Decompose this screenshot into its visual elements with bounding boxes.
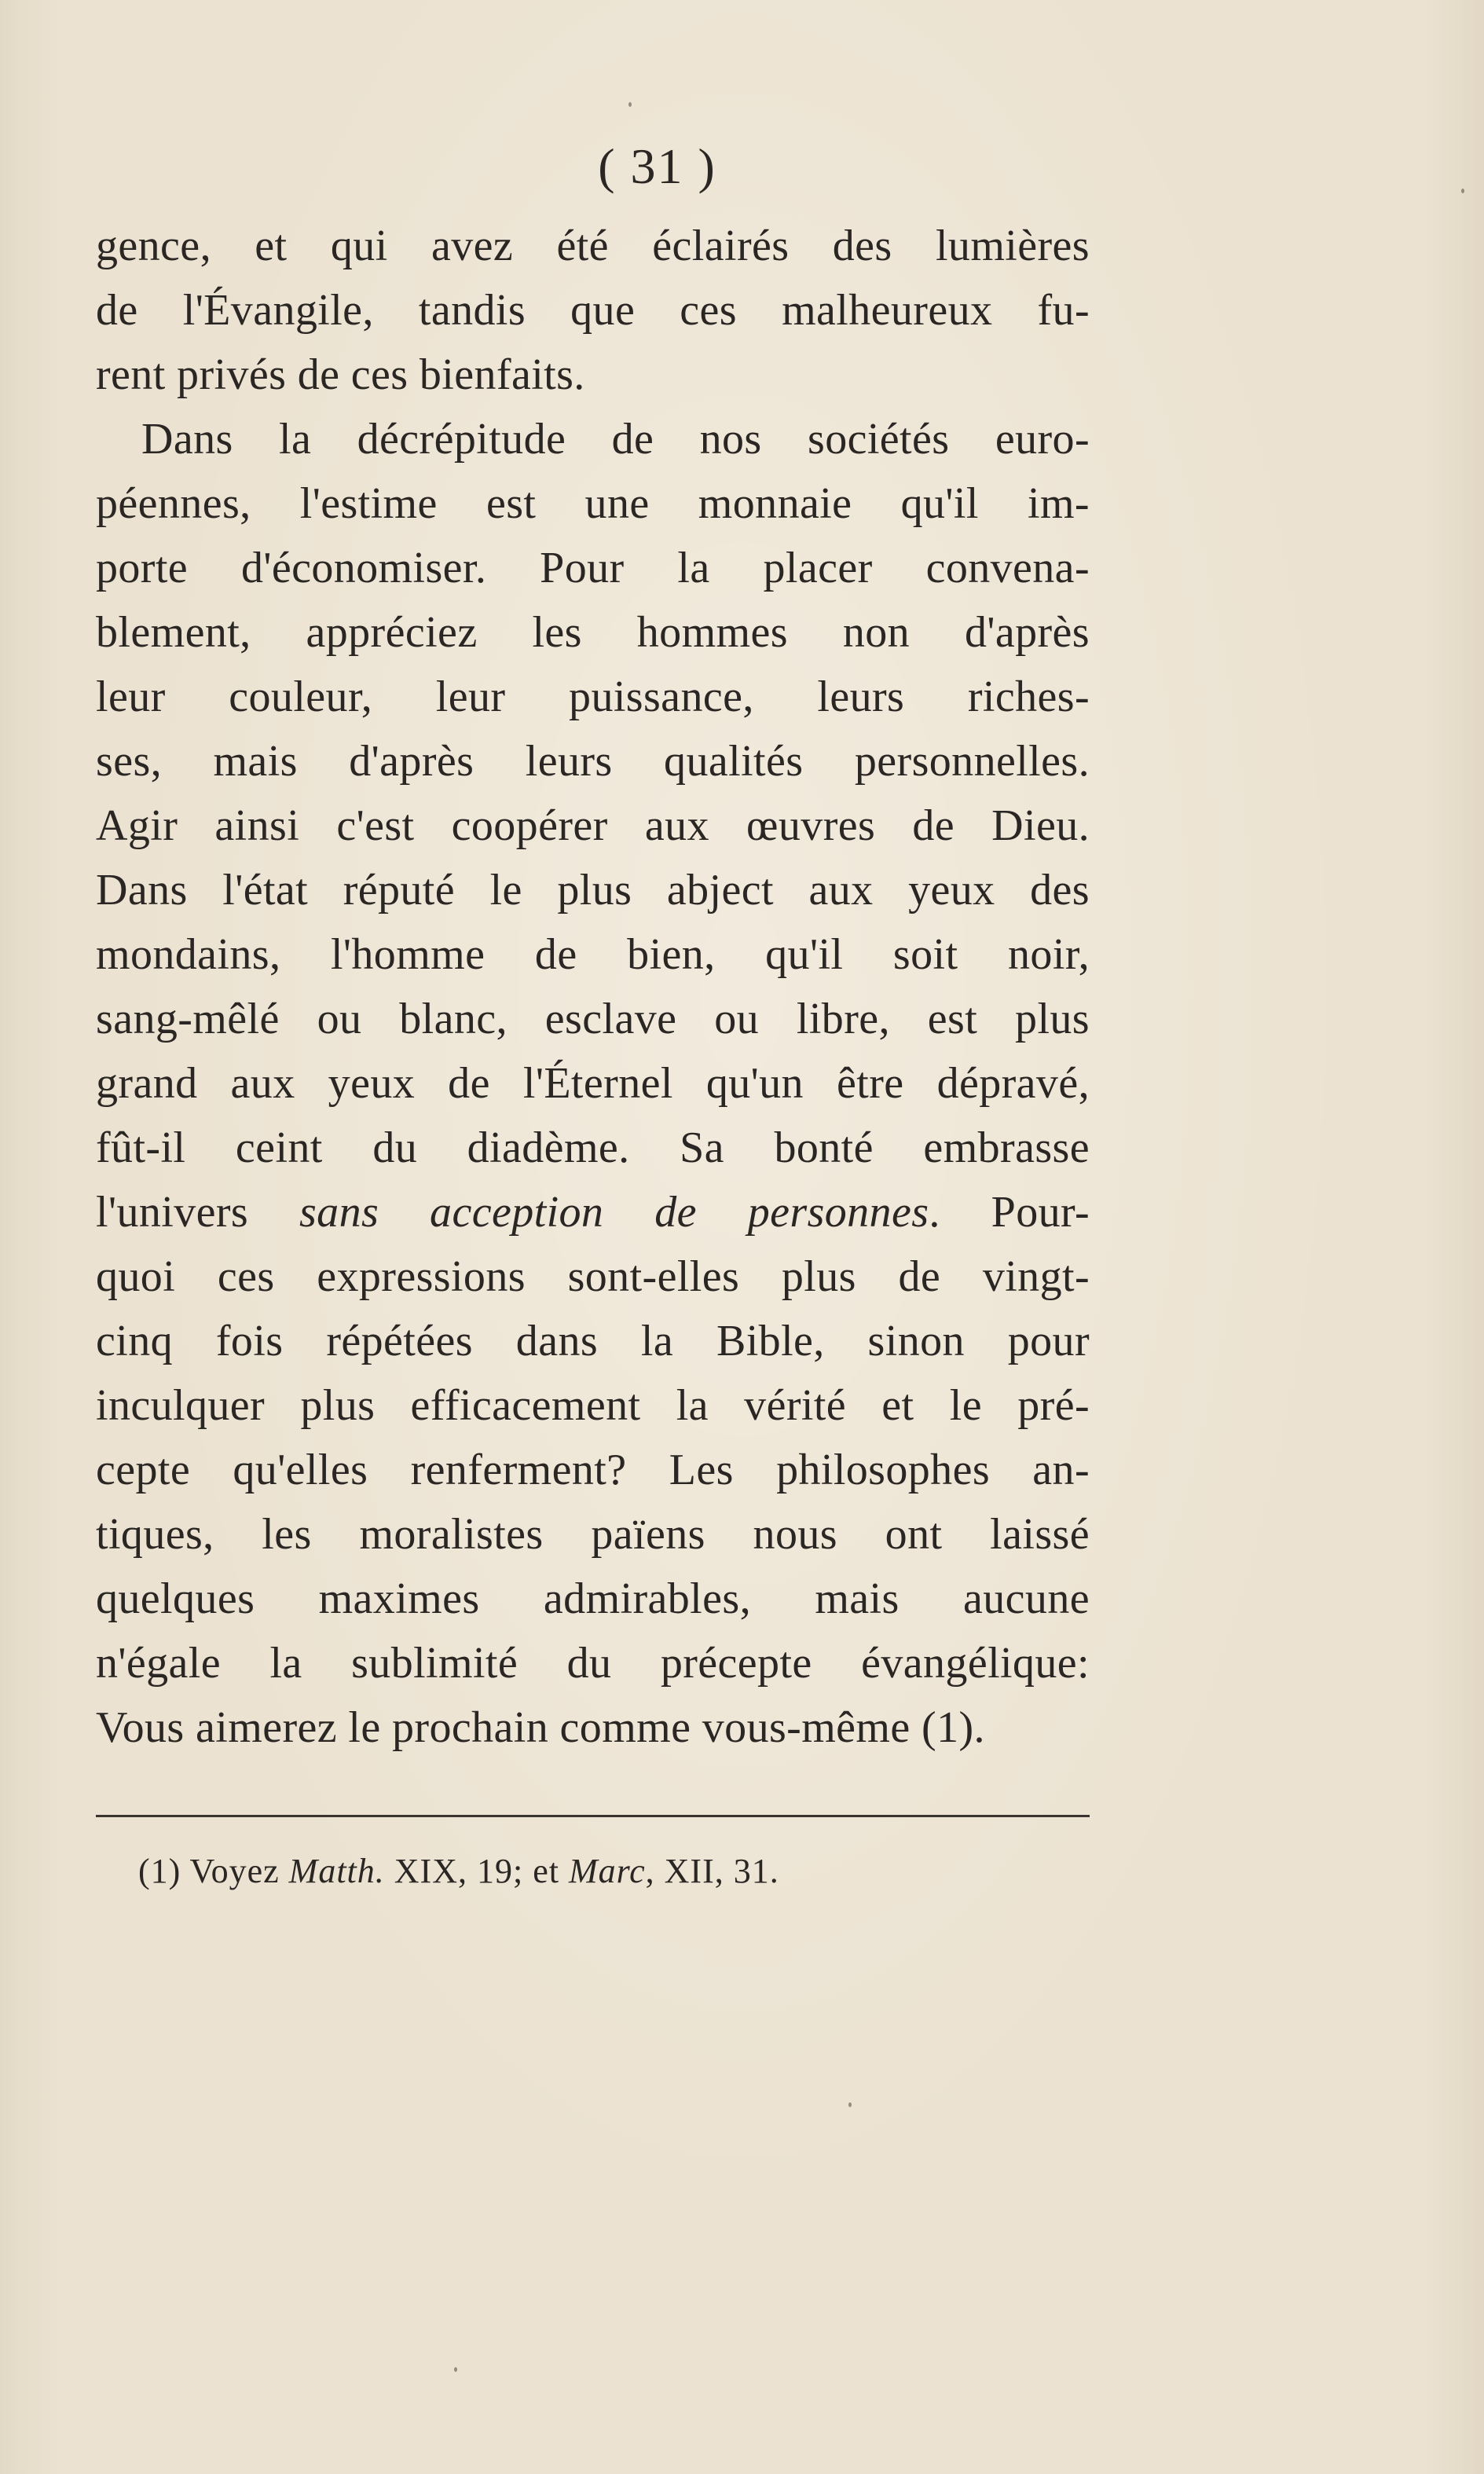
text-line: cepte qu'elles renferment? Les philosophes an- — [96, 1446, 1090, 1494]
text-line: porte d'économiser. Pour la placer convena- — [96, 544, 1090, 592]
text-line-mixed — [96, 1180, 1090, 1244]
italic-phrase: sans acception de personnes — [299, 1188, 929, 1237]
paper-speck — [848, 2102, 852, 2107]
footnote — [138, 1848, 779, 1895]
text-line: tiques, les moralistes païens nous ont laissé — [96, 1510, 1090, 1559]
text-line: sang-mêlé ou blanc, esclave ou libre, est plus — [96, 995, 1090, 1043]
footnote-suffix: , XII, 31. — [645, 1852, 779, 1890]
text-line: Agir ainsi c'est coopérer aux œuvres de Dieu. — [96, 801, 1090, 850]
footnote-prefix: (1) Voyez — [138, 1852, 289, 1890]
text-line: mondains, l'homme de bien, qu'il soit noir, — [96, 930, 1090, 979]
text-fragment: l'univers — [96, 1188, 249, 1237]
text-line: fût-il ceint du diadème. Sa bonté embrasse — [96, 1123, 1090, 1172]
paper-speck — [454, 2367, 457, 2372]
body-text — [96, 214, 1090, 1760]
text-line: quoi ces expressions sont-elles plus de vingt- — [96, 1252, 1090, 1301]
paper-speck — [1461, 189, 1464, 193]
text-line: Dans l'état réputé le plus abject aux yeux des — [96, 866, 1090, 914]
text-line: n'égale la sublimité du précepte évangélique: — [96, 1639, 1090, 1688]
text-line: péennes, l'estime est une monnaie qu'il im- — [96, 479, 1090, 528]
text-line: inculquer plus efficacement la vérité et le pré- — [96, 1381, 1090, 1430]
text-line: cinq fois répétées dans la Bible, sinon pour — [96, 1317, 1090, 1365]
footnote-ref-matthew: Matth. — [288, 1852, 385, 1890]
footnote-rule — [96, 1815, 1090, 1817]
text-line: Dans la décrépitude de nos sociétés euro- — [141, 415, 1090, 464]
text-line: quelques maximes admirables, mais aucune — [96, 1574, 1090, 1623]
text-line: rent privés de ces bienfaits. — [96, 350, 585, 399]
text-line: de l'Évangile, tandis que ces malheureux fu- — [96, 286, 1090, 335]
text-line: gence, et qui avez été éclairés des lumières — [96, 222, 1090, 270]
text-line: blement, appréciez les hommes non d'après — [96, 608, 1090, 657]
text-fragment: . Pour- — [929, 1188, 1090, 1237]
paper-speck — [628, 102, 632, 107]
text-line: grand aux yeux de l'Éternel qu'un être dépravé, — [96, 1059, 1090, 1108]
text-line: leur couleur, leur puissance, leurs riches- — [96, 673, 1090, 721]
text-line: ses, mais d'après leurs qualités personnelles. — [96, 737, 1090, 786]
footnote-mid: XIX, 19; et — [384, 1852, 569, 1890]
page-number: ( 31 ) — [598, 138, 716, 194]
footnote-ref-mark: Marc — [568, 1852, 646, 1890]
text-line: Vous aimerez le prochain comme vous-même (1). — [96, 1703, 985, 1752]
